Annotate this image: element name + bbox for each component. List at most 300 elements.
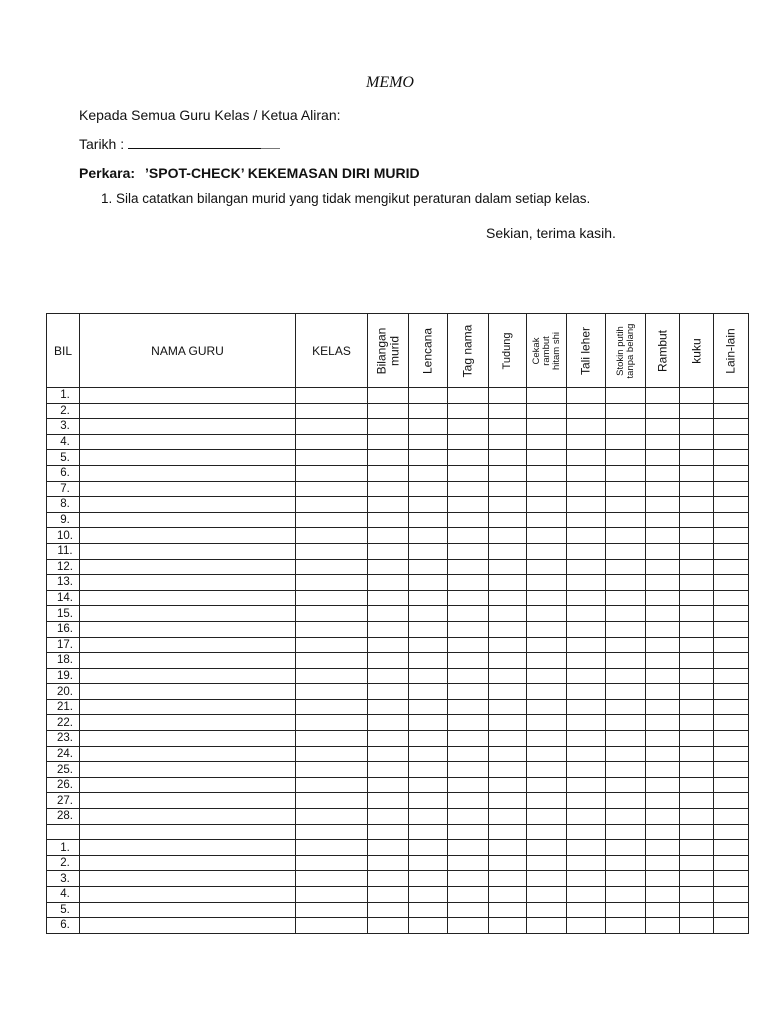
- empty-cell: [489, 902, 527, 918]
- empty-cell: [296, 512, 368, 528]
- empty-cell: [409, 793, 448, 809]
- bil-cell: [47, 824, 80, 840]
- empty-cell: [646, 762, 680, 778]
- empty-cell: [714, 699, 749, 715]
- empty-cell: [680, 543, 714, 559]
- empty-cell: [567, 403, 606, 419]
- empty-cell: [680, 653, 714, 669]
- table-row: [47, 653, 749, 669]
- empty-cell: [296, 699, 368, 715]
- empty-cell: [489, 434, 527, 450]
- empty-cell: [368, 809, 409, 825]
- bil-cell: 20.: [47, 684, 80, 700]
- empty-cell: [646, 715, 680, 731]
- empty-cell: [489, 543, 527, 559]
- subject-text: ’SPOT-CHECK’ KEKEMASAN DIRI MURID: [145, 165, 420, 181]
- empty-cell: [448, 621, 489, 637]
- empty-cell: [606, 543, 646, 559]
- empty-cell: [646, 590, 680, 606]
- empty-cell: [368, 450, 409, 466]
- empty-cell: [80, 543, 296, 559]
- empty-cell: [606, 606, 646, 622]
- empty-cell: [680, 731, 714, 747]
- empty-cell: [296, 793, 368, 809]
- empty-cell: [489, 621, 527, 637]
- empty-cell: [448, 731, 489, 747]
- empty-cell: [80, 497, 296, 513]
- empty-cell: [680, 840, 714, 856]
- header-cekak-rambut: Cekak rambut hitam shi: [530, 331, 562, 370]
- table-row: [47, 481, 749, 497]
- table-row: [47, 465, 749, 481]
- empty-cell: [680, 887, 714, 903]
- empty-cell: [527, 699, 567, 715]
- empty-cell: [606, 481, 646, 497]
- empty-cell: [527, 731, 567, 747]
- empty-cell: [368, 590, 409, 606]
- empty-cell: [80, 871, 296, 887]
- empty-cell: [80, 793, 296, 809]
- empty-cell: [680, 684, 714, 700]
- empty-cell: [680, 419, 714, 435]
- empty-cell: [567, 590, 606, 606]
- empty-cell: [567, 715, 606, 731]
- empty-cell: [680, 481, 714, 497]
- table-row: [47, 902, 749, 918]
- empty-cell: [296, 403, 368, 419]
- empty-cell: [409, 528, 448, 544]
- empty-cell: [409, 419, 448, 435]
- empty-cell: [714, 762, 749, 778]
- empty-cell: [409, 824, 448, 840]
- empty-cell: [527, 684, 567, 700]
- empty-cell: [646, 606, 680, 622]
- empty-cell: [296, 668, 368, 684]
- empty-cell: [606, 918, 646, 934]
- bil-cell: 26.: [47, 777, 80, 793]
- empty-cell: [714, 684, 749, 700]
- empty-cell: [489, 559, 527, 575]
- empty-cell: [296, 871, 368, 887]
- empty-cell: [680, 403, 714, 419]
- bil-cell: 27.: [47, 793, 80, 809]
- empty-cell: [296, 731, 368, 747]
- empty-cell: [714, 871, 749, 887]
- bil-cell: 5.: [47, 450, 80, 466]
- empty-cell: [606, 559, 646, 575]
- empty-cell: [714, 606, 749, 622]
- empty-cell: [606, 528, 646, 544]
- empty-cell: [80, 637, 296, 653]
- empty-cell: [448, 699, 489, 715]
- empty-cell: [646, 497, 680, 513]
- empty-cell: [489, 512, 527, 528]
- empty-cell: [714, 621, 749, 637]
- empty-cell: [567, 731, 606, 747]
- empty-cell: [606, 419, 646, 435]
- empty-cell: [606, 497, 646, 513]
- bil-cell: 17.: [47, 637, 80, 653]
- empty-cell: [409, 434, 448, 450]
- empty-cell: [409, 668, 448, 684]
- empty-cell: [448, 887, 489, 903]
- empty-cell: [567, 684, 606, 700]
- table-row: [47, 699, 749, 715]
- empty-cell: [646, 684, 680, 700]
- header-bil: BIL: [47, 314, 80, 388]
- empty-cell: [646, 793, 680, 809]
- empty-cell: [80, 450, 296, 466]
- empty-cell: [714, 388, 749, 404]
- empty-cell: [714, 590, 749, 606]
- empty-cell: [714, 434, 749, 450]
- bil-cell: 6.: [47, 918, 80, 934]
- empty-cell: [296, 497, 368, 513]
- empty-cell: [296, 918, 368, 934]
- bil-cell: 25.: [47, 762, 80, 778]
- empty-cell: [368, 699, 409, 715]
- empty-cell: [606, 699, 646, 715]
- empty-cell: [714, 668, 749, 684]
- empty-cell: [80, 403, 296, 419]
- empty-cell: [448, 871, 489, 887]
- empty-cell: [80, 590, 296, 606]
- empty-cell: [714, 824, 749, 840]
- header-tudung-cell: [489, 314, 527, 388]
- bil-cell: 18.: [47, 653, 80, 669]
- empty-cell: [680, 809, 714, 825]
- empty-cell: [527, 575, 567, 591]
- table-row: [47, 731, 749, 747]
- empty-cell: [368, 684, 409, 700]
- header-bilangan-murid: Bilangan murid: [374, 327, 401, 374]
- empty-cell: [80, 481, 296, 497]
- spacer-row: [47, 824, 749, 840]
- header-lencana: Lencana: [420, 327, 435, 374]
- table-row: [47, 793, 749, 809]
- empty-cell: [646, 731, 680, 747]
- empty-cell: [567, 855, 606, 871]
- header-stokin-cell: [606, 314, 646, 388]
- empty-cell: [567, 887, 606, 903]
- empty-cell: [296, 684, 368, 700]
- empty-cell: [80, 746, 296, 762]
- empty-cell: [409, 481, 448, 497]
- empty-cell: [296, 465, 368, 481]
- empty-cell: [489, 809, 527, 825]
- empty-cell: [714, 465, 749, 481]
- empty-cell: [409, 871, 448, 887]
- empty-cell: [646, 528, 680, 544]
- bil-cell: 16.: [47, 621, 80, 637]
- empty-cell: [714, 731, 749, 747]
- empty-cell: [606, 653, 646, 669]
- empty-cell: [448, 762, 489, 778]
- empty-cell: [606, 668, 646, 684]
- empty-cell: [80, 684, 296, 700]
- bil-cell: 15.: [47, 606, 80, 622]
- empty-cell: [527, 388, 567, 404]
- empty-cell: [714, 887, 749, 903]
- empty-cell: [80, 715, 296, 731]
- table-row: [47, 575, 749, 591]
- empty-cell: [296, 388, 368, 404]
- empty-cell: [527, 777, 567, 793]
- empty-cell: [567, 746, 606, 762]
- empty-cell: [646, 403, 680, 419]
- empty-cell: [646, 559, 680, 575]
- empty-cell: [646, 621, 680, 637]
- empty-cell: [80, 606, 296, 622]
- bil-cell: 3.: [47, 419, 80, 435]
- empty-cell: [646, 512, 680, 528]
- empty-cell: [296, 481, 368, 497]
- table-row: [47, 590, 749, 606]
- empty-cell: [368, 419, 409, 435]
- empty-cell: [606, 902, 646, 918]
- empty-cell: [567, 653, 606, 669]
- empty-cell: [527, 840, 567, 856]
- bil-cell: 21.: [47, 699, 80, 715]
- empty-cell: [448, 559, 489, 575]
- empty-cell: [606, 777, 646, 793]
- bil-cell: 4.: [47, 434, 80, 450]
- empty-cell: [714, 450, 749, 466]
- empty-cell: [296, 559, 368, 575]
- subject-line: [79, 165, 420, 181]
- empty-cell: [409, 887, 448, 903]
- empty-cell: [527, 419, 567, 435]
- empty-cell: [448, 653, 489, 669]
- bil-cell: 19.: [47, 668, 80, 684]
- empty-cell: [646, 871, 680, 887]
- empty-cell: [527, 793, 567, 809]
- empty-cell: [606, 403, 646, 419]
- empty-cell: [527, 590, 567, 606]
- empty-cell: [680, 388, 714, 404]
- empty-cell: [368, 855, 409, 871]
- header-tag-nama: Tag nama: [460, 324, 475, 377]
- empty-cell: [646, 918, 680, 934]
- empty-cell: [606, 637, 646, 653]
- empty-cell: [80, 887, 296, 903]
- table-row: [47, 918, 749, 934]
- empty-cell: [680, 621, 714, 637]
- table-row: [47, 434, 749, 450]
- bil-cell: 2.: [47, 403, 80, 419]
- empty-cell: [606, 731, 646, 747]
- empty-cell: [527, 809, 567, 825]
- table-row: [47, 887, 749, 903]
- empty-cell: [646, 434, 680, 450]
- empty-cell: [680, 777, 714, 793]
- header-tag-nama-cell: [448, 314, 489, 388]
- empty-cell: [567, 481, 606, 497]
- empty-cell: [527, 434, 567, 450]
- empty-cell: [368, 902, 409, 918]
- empty-cell: [296, 855, 368, 871]
- bil-cell: 1.: [47, 840, 80, 856]
- empty-cell: [646, 840, 680, 856]
- empty-cell: [296, 434, 368, 450]
- empty-cell: [646, 746, 680, 762]
- header-bilangan-murid-cell: [368, 314, 409, 388]
- empty-cell: [646, 855, 680, 871]
- empty-cell: [567, 699, 606, 715]
- empty-cell: [527, 855, 567, 871]
- table-row: [47, 809, 749, 825]
- empty-cell: [680, 715, 714, 731]
- empty-cell: [527, 668, 567, 684]
- empty-cell: [646, 388, 680, 404]
- empty-cell: [80, 575, 296, 591]
- empty-cell: [80, 434, 296, 450]
- empty-cell: [409, 465, 448, 481]
- empty-cell: [489, 606, 527, 622]
- empty-cell: [448, 746, 489, 762]
- empty-cell: [646, 637, 680, 653]
- table-row: [47, 497, 749, 513]
- empty-cell: [409, 590, 448, 606]
- bil-cell: 23.: [47, 731, 80, 747]
- empty-cell: [567, 902, 606, 918]
- empty-cell: [80, 840, 296, 856]
- empty-cell: [567, 450, 606, 466]
- table-row: [47, 855, 749, 871]
- table-row: [47, 840, 749, 856]
- bil-cell: 2.: [47, 855, 80, 871]
- empty-cell: [646, 902, 680, 918]
- empty-cell: [368, 887, 409, 903]
- empty-cell: [527, 653, 567, 669]
- header-rambut: Rambut: [655, 329, 670, 372]
- header-cekak-rambut-cell: [527, 314, 567, 388]
- empty-cell: [567, 762, 606, 778]
- empty-cell: [527, 902, 567, 918]
- empty-cell: [646, 575, 680, 591]
- table-row: [47, 637, 749, 653]
- empty-cell: [714, 840, 749, 856]
- table-row: [47, 403, 749, 419]
- empty-cell: [489, 871, 527, 887]
- empty-cell: [527, 465, 567, 481]
- empty-cell: [680, 528, 714, 544]
- empty-cell: [409, 497, 448, 513]
- empty-cell: [567, 575, 606, 591]
- empty-cell: [368, 528, 409, 544]
- empty-cell: [489, 699, 527, 715]
- empty-cell: [448, 684, 489, 700]
- bil-cell: 12.: [47, 559, 80, 575]
- empty-cell: [606, 621, 646, 637]
- empty-cell: [368, 465, 409, 481]
- empty-cell: [368, 871, 409, 887]
- table-row: [47, 528, 749, 544]
- empty-cell: [646, 481, 680, 497]
- empty-cell: [489, 762, 527, 778]
- empty-cell: [714, 512, 749, 528]
- empty-cell: [646, 699, 680, 715]
- empty-cell: [527, 403, 567, 419]
- empty-cell: [409, 746, 448, 762]
- empty-cell: [646, 887, 680, 903]
- empty-cell: [368, 918, 409, 934]
- empty-cell: [567, 621, 606, 637]
- empty-cell: [606, 715, 646, 731]
- empty-cell: [680, 590, 714, 606]
- empty-cell: [296, 606, 368, 622]
- empty-cell: [368, 668, 409, 684]
- empty-cell: [489, 497, 527, 513]
- empty-cell: [646, 653, 680, 669]
- empty-cell: [409, 637, 448, 653]
- empty-cell: [80, 824, 296, 840]
- empty-cell: [606, 434, 646, 450]
- empty-cell: [80, 528, 296, 544]
- empty-cell: [489, 840, 527, 856]
- empty-cell: [296, 621, 368, 637]
- empty-cell: [409, 450, 448, 466]
- empty-cell: [448, 528, 489, 544]
- empty-cell: [527, 824, 567, 840]
- empty-cell: [409, 388, 448, 404]
- empty-cell: [368, 653, 409, 669]
- empty-cell: [448, 465, 489, 481]
- empty-cell: [80, 419, 296, 435]
- empty-cell: [368, 543, 409, 559]
- empty-cell: [296, 653, 368, 669]
- empty-cell: [448, 512, 489, 528]
- header-stokin: Stokin putih tanpa belang: [614, 323, 636, 378]
- empty-cell: [296, 762, 368, 778]
- empty-cell: [80, 902, 296, 918]
- table-row: [47, 871, 749, 887]
- empty-cell: [714, 793, 749, 809]
- empty-cell: [680, 434, 714, 450]
- table-row: [47, 543, 749, 559]
- empty-cell: [80, 653, 296, 669]
- empty-cell: [567, 668, 606, 684]
- empty-cell: [567, 528, 606, 544]
- empty-cell: [680, 668, 714, 684]
- empty-cell: [489, 715, 527, 731]
- empty-cell: [567, 840, 606, 856]
- empty-cell: [527, 715, 567, 731]
- header-row: [47, 314, 749, 388]
- empty-cell: [296, 746, 368, 762]
- empty-cell: [714, 637, 749, 653]
- empty-cell: [567, 871, 606, 887]
- empty-cell: [368, 575, 409, 591]
- empty-cell: [80, 809, 296, 825]
- header-kuku: kuku: [689, 337, 704, 364]
- empty-cell: [296, 575, 368, 591]
- empty-cell: [646, 824, 680, 840]
- empty-cell: [489, 793, 527, 809]
- empty-cell: [606, 824, 646, 840]
- empty-cell: [448, 497, 489, 513]
- empty-cell: [646, 809, 680, 825]
- bil-cell: 3.: [47, 871, 80, 887]
- table-row: [47, 621, 749, 637]
- empty-cell: [646, 543, 680, 559]
- empty-cell: [527, 871, 567, 887]
- memo-title: MEMO: [366, 74, 414, 91]
- empty-cell: [680, 871, 714, 887]
- empty-cell: [527, 637, 567, 653]
- empty-cell: [567, 918, 606, 934]
- empty-cell: [489, 388, 527, 404]
